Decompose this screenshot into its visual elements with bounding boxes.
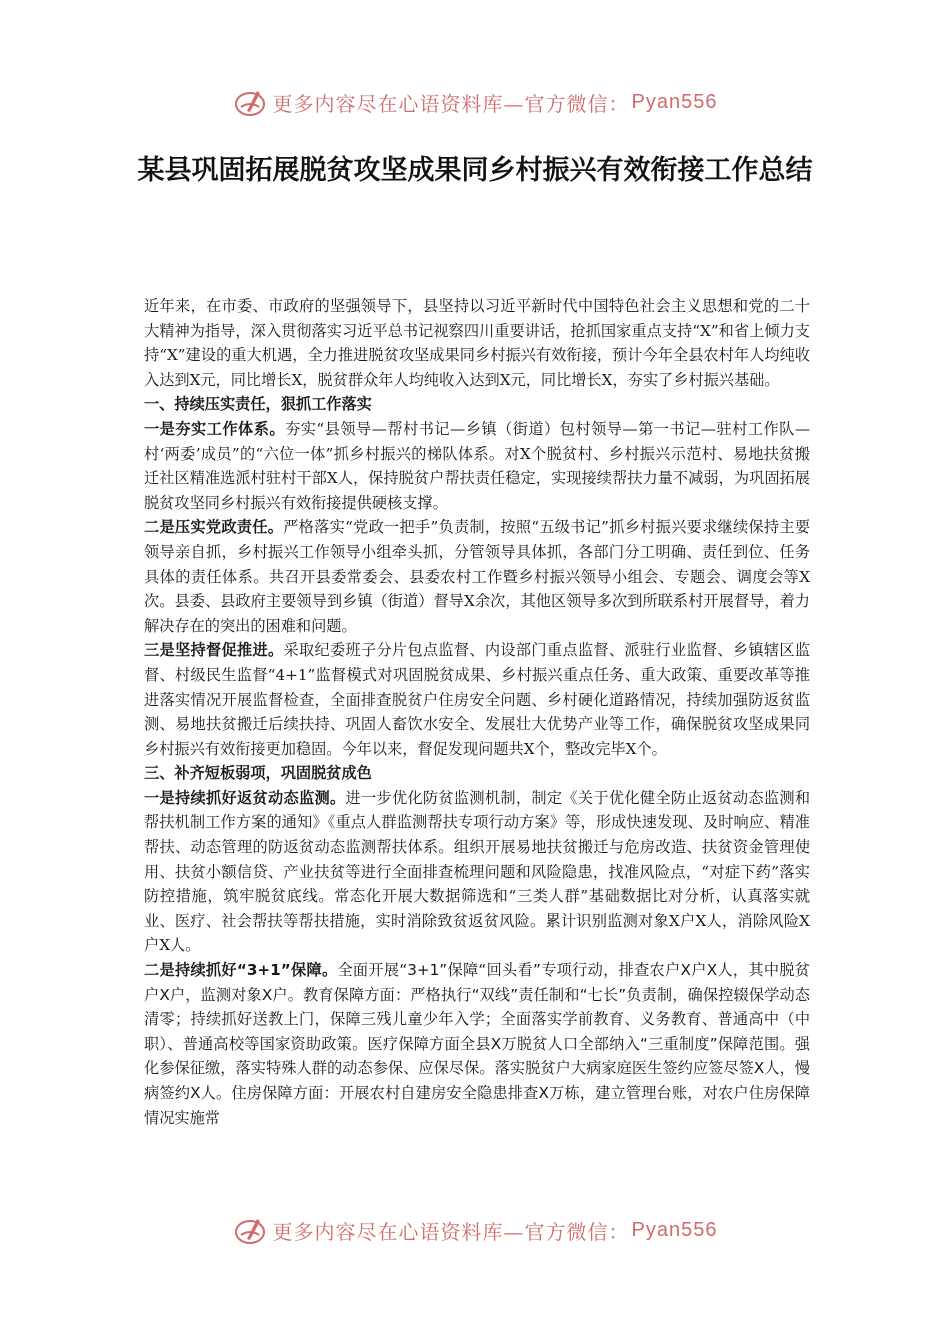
book-quill-logo-icon <box>233 85 267 119</box>
paragraph-text: 进一步优化防贫监测机制，制定《关于优化健全防止返贫动态监测和帮扶机制工作方案的通知》《重点人群监测帮扶专项行动方案》等，形成快速发现、及时响应、精准帮扶、动态管理的防返贫动态监测帮扶体系。组织开展易地扶贫搬迁与危房改造、扶贫资金管理使用、扶贫小额信贷、产业扶贫等进行全面排查梳理问题和风险隐患，找准风险点，“对症下药”落实防控措施，筑牢脱贫底线。常态化开展大数据筛选和“三类人群”基础数据比对分析，认真落实就业、医疗、社会帮扶等帮扶措施，实时消除致贫返贫风险。累计识别监测对象X户X人，消除风险X户X人。 <box>144 788 811 955</box>
paragraph <box>144 417 810 515</box>
section-heading-3: 三、补齐短板弱项，巩固脱贫成色 <box>144 764 372 783</box>
intro-paragraph: 近年来，在市委、市政府的坚强领导下，县坚持以习近平新时代中国特色社会主义思想和党的二十大精神为指导，深入贯彻落实习近平总书记视察四川重要讲话，抢抓国家重点支持“X”和省上倾力支持“X”建设的重大机遇，全力推进脱贫攻坚成果同乡村振兴有效衔接，预计今年全县农村年人均纯收入达到X元，同比增长X，脱贫群众年人均纯收入达到X元，同比增长X，夯实了乡村振兴基础。 <box>144 297 810 389</box>
watermark-bottom <box>0 1210 950 1250</box>
watermark-id: Pyan556 <box>631 90 718 113</box>
watermark-id: Pyan556 <box>631 1218 718 1241</box>
paragraph <box>144 786 810 958</box>
paragraph <box>144 958 810 1130</box>
paragraph-lead: 二是持续抓好“3+1”保障。 <box>144 961 338 980</box>
paragraph-text: 严格落实“党政一把手”负责制，按照“五级书记”抓乡村振兴要求继续保持主要领导亲自抓，乡村振兴工作领导小组牵头抓，分管领导具体抓，各部门分工明确、责任到位、任务具体的责任体系。共召开县委常委会、县委农村工作暨乡村振兴领导小组会、专题会、调度会等X次。县委、县政府主要领导到乡镇（街道）督导X余次，其他区领导多次到所联系村开展督导，着力解决存在的突出的困难和问题。 <box>144 518 811 635</box>
paragraph-lead: 一是持续抓好返贫动态监测。 <box>144 788 346 807</box>
paragraph-text: 采取纪委班子分片包点监督、内设部门重点监督、派驻行业监督、乡镇辖区监督、村级民生监督“4+1”监督模式对巩固脱贫成果、乡村振兴重点任务、重大政策、重要改革等推进落实情况开展监督检查，全面排查脱贫户住房安全问题、乡村硬化道路情况，持续加强防返贫监测、易地扶贫搬迁后续扶持、巩固人畜饮水安全、发展壮大优势产业等工作，确保脱贫攻坚成果同乡村振兴有效衔接更加稳固。今年以来，督促发现问题共X个，整改完毕X个。 <box>144 641 811 758</box>
paragraph <box>144 515 810 638</box>
watermark-text: 更多内容尽在心语资料库—官方微信： <box>272 91 630 116</box>
document-title: 某县巩固拓展脱贫攻坚成果同乡村振兴有效衔接工作总结 <box>137 155 813 186</box>
paragraph-text: 全面开展“3+1”保障“回头看”专项行动，排查农户X户X人，其中脱贫户X户，监测对象X户。教育保障方面：严格执行“双线”责任制和“七长”负责制，确保控辍保学动态清零；持续抓好送教上门，保障三残儿童少年入学；全面落实学前教育、义务教育、普通高中（中职）、普通高校等国家资助政策。医疗保障方面全县X万脱贫人口全部纳入“三重制度”保障范围。强化参保征缴，落实特殊人群的动态参保、应保尽保。落实脱贫户大病家庭医生签约应签尽签X人，慢病签约X人。住房保障方面：开展农村自建房安全隐患排查X万栋，建立管理台账，对农户住房保障情况实施常 <box>144 961 810 1127</box>
watermark-text: 更多内容尽在心语资料库—官方微信： <box>272 1219 630 1244</box>
section-heading-1: 一、持续压实责任，狠抓工作落实 <box>144 395 372 414</box>
book-quill-logo-icon <box>233 1213 267 1247</box>
watermark-top <box>0 82 950 122</box>
paragraph <box>144 638 810 761</box>
paragraph-lead: 三是坚持督促推进。 <box>144 641 284 660</box>
paragraph-lead: 二是压实党政责任。 <box>144 518 284 537</box>
paragraph-text: 夯实“县领导—帮村书记—乡镇（街道）包村领导—第一书记—驻村工作队—村‘两委’成员”的“六位一体”抓乡村振兴的梯队体系。对X个脱贫村、乡村振兴示范村、易地扶贫搬迁社区精准选派村驻村干部X人，保持脱贫户帮扶责任稳定，实现接续帮扶力量不减弱，为巩固拓展脱贫攻坚同乡村振兴有效衔接提供硬核支撑。 <box>144 419 811 512</box>
paragraph-lead: 一是夯实工作体系。 <box>144 419 286 438</box>
document-body <box>144 294 810 1130</box>
